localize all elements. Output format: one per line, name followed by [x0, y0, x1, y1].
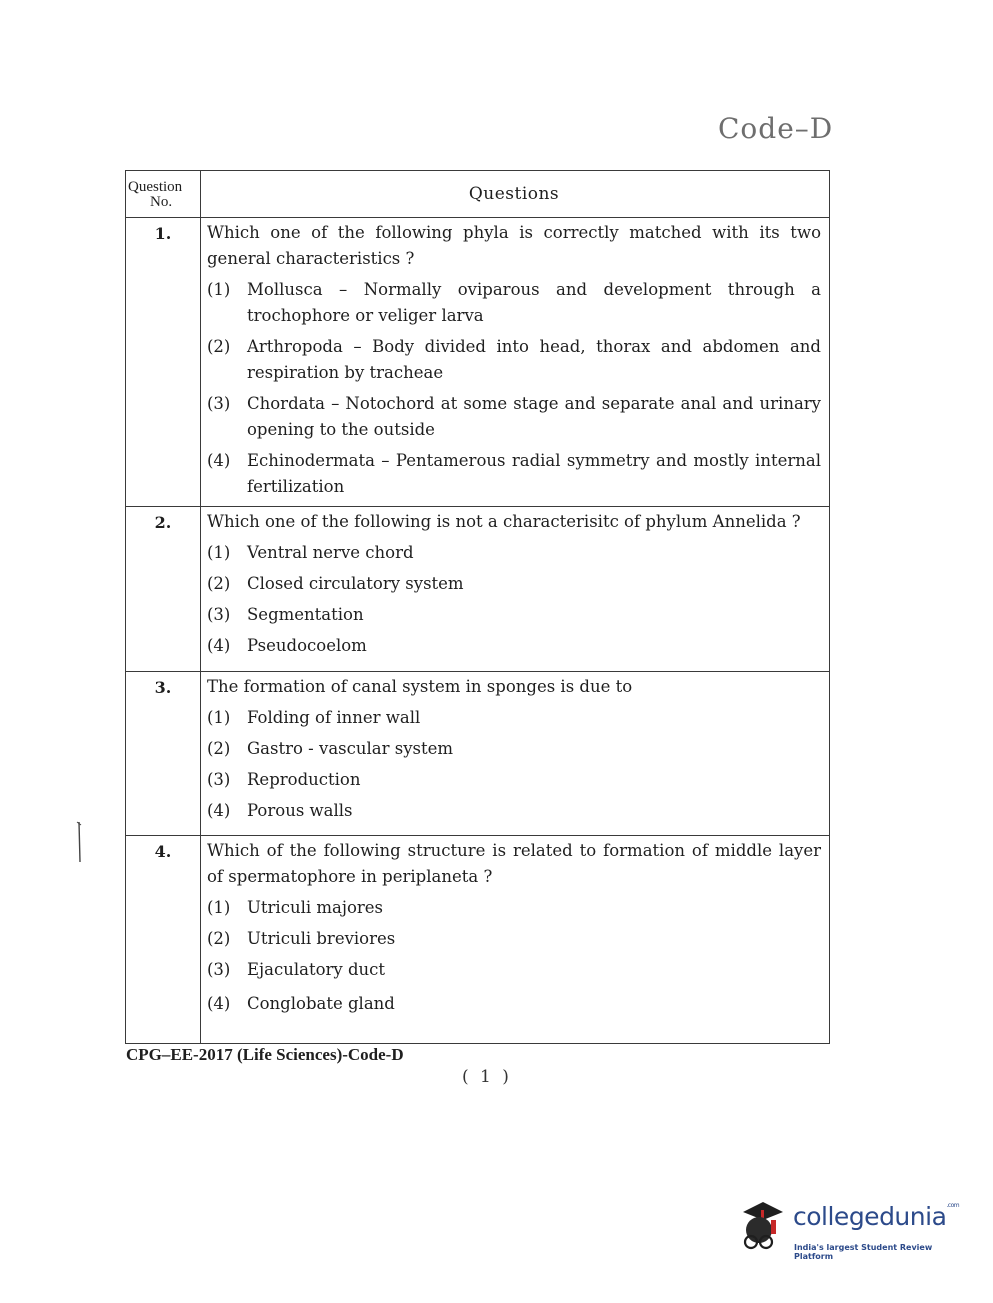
mascot-graduate-icon [737, 1198, 789, 1256]
margin-scan-mark [76, 820, 86, 880]
column-header-line1: Question [128, 179, 183, 195]
option-label: (4) [207, 451, 231, 470]
option-text: Arthropoda – Body divided into head, thorax and abdomen and respiration by tracheae [247, 337, 821, 382]
option-item [207, 767, 821, 793]
option-text: Reproduction [247, 770, 361, 789]
option-item [207, 736, 821, 762]
question-number: 3. [126, 672, 201, 835]
logo-tagline: India's largest Student Review Platform [794, 1243, 933, 1261]
table-header-row [126, 171, 829, 218]
option-item [207, 602, 821, 628]
logo-suffix: .com [946, 1202, 960, 1209]
question-text: The formation of canal system in sponges is due to [207, 677, 633, 696]
option-item [207, 571, 821, 597]
option-text: Porous walls [247, 801, 353, 820]
option-label: (2) [207, 739, 231, 758]
option-label: (3) [207, 770, 231, 789]
option-text: Closed circulatory system [247, 574, 464, 593]
question-body [201, 672, 829, 835]
option-item [207, 926, 821, 952]
option-item [207, 705, 821, 731]
column-header-line2: No. [150, 194, 173, 210]
option-item [207, 540, 821, 566]
question-number: 1. [126, 218, 201, 506]
option-item [207, 334, 821, 386]
collegedunia-logo [737, 1198, 962, 1260]
option-label: (1) [207, 280, 231, 299]
questions-column-header: Questions [468, 184, 560, 204]
option-text: Utriculi breviores [247, 929, 396, 948]
option-item [207, 798, 821, 824]
option-item [207, 391, 821, 443]
option-item [207, 633, 821, 659]
option-text: Pseudocoelom [247, 636, 367, 655]
option-label: (1) [207, 543, 231, 562]
question-row-3 [126, 672, 829, 836]
option-text: Ejaculatory duct [247, 960, 386, 979]
question-row-1 [126, 218, 829, 507]
question-number-column-header [126, 171, 201, 217]
option-text: Gastro - vascular system [247, 739, 454, 758]
question-number: 4. [126, 836, 201, 1043]
option-text: Echinodermata – Pentamerous radial symmetry and mostly internal fertilization [247, 451, 821, 496]
logo-name-text: collegedunia [793, 1202, 947, 1231]
question-text: Which one of the following phyla is correctly matched with its two general characteristics ? [207, 223, 821, 268]
option-text: Folding of inner wall [247, 708, 421, 727]
option-item [207, 991, 821, 1017]
option-label: (3) [207, 960, 231, 979]
option-text: Segmentation [247, 605, 364, 624]
question-body [201, 836, 829, 1043]
option-label: (2) [207, 337, 231, 356]
question-text: Which of the following structure is related to formation of middle layer of spermatophore in periplaneta ? [207, 841, 821, 886]
logo-wordmark [793, 1202, 959, 1231]
option-label: (4) [207, 636, 231, 655]
question-row-2 [126, 507, 829, 672]
option-item [207, 448, 821, 500]
option-label: (2) [207, 929, 231, 948]
option-label: (4) [207, 994, 231, 1013]
option-item [207, 957, 821, 983]
option-text: Utriculi majores [247, 898, 384, 917]
question-row-4 [126, 836, 829, 1043]
option-label: (3) [207, 394, 231, 413]
option-label: (3) [207, 605, 231, 624]
option-text: Mollusca – Normally oviparous and development through a trochophore or veliger larva [247, 280, 821, 325]
option-text: Ventral nerve chord [247, 543, 414, 562]
option-text: Conglobate gland [247, 994, 395, 1013]
question-number: 2. [126, 507, 201, 671]
exam-code-header: Code–D [718, 112, 834, 145]
option-label: (1) [207, 708, 231, 727]
question-body [201, 507, 829, 671]
footer-exam-code: CPG–EE-2017 (Life Sciences)-Code-D [126, 1045, 404, 1064]
page-number: ( 1 ) [462, 1067, 512, 1087]
option-item [207, 277, 821, 329]
option-label: (1) [207, 898, 231, 917]
option-text: Chordata – Notochord at some stage and separate anal and urinary opening to the outside [247, 394, 821, 439]
option-item [207, 895, 821, 921]
question-text: Which one of the following is not a characterisitc of phylum Annelida ? [207, 512, 801, 531]
questions-table [125, 170, 830, 1044]
option-label: (4) [207, 801, 231, 820]
option-label: (2) [207, 574, 231, 593]
question-body [201, 218, 829, 506]
